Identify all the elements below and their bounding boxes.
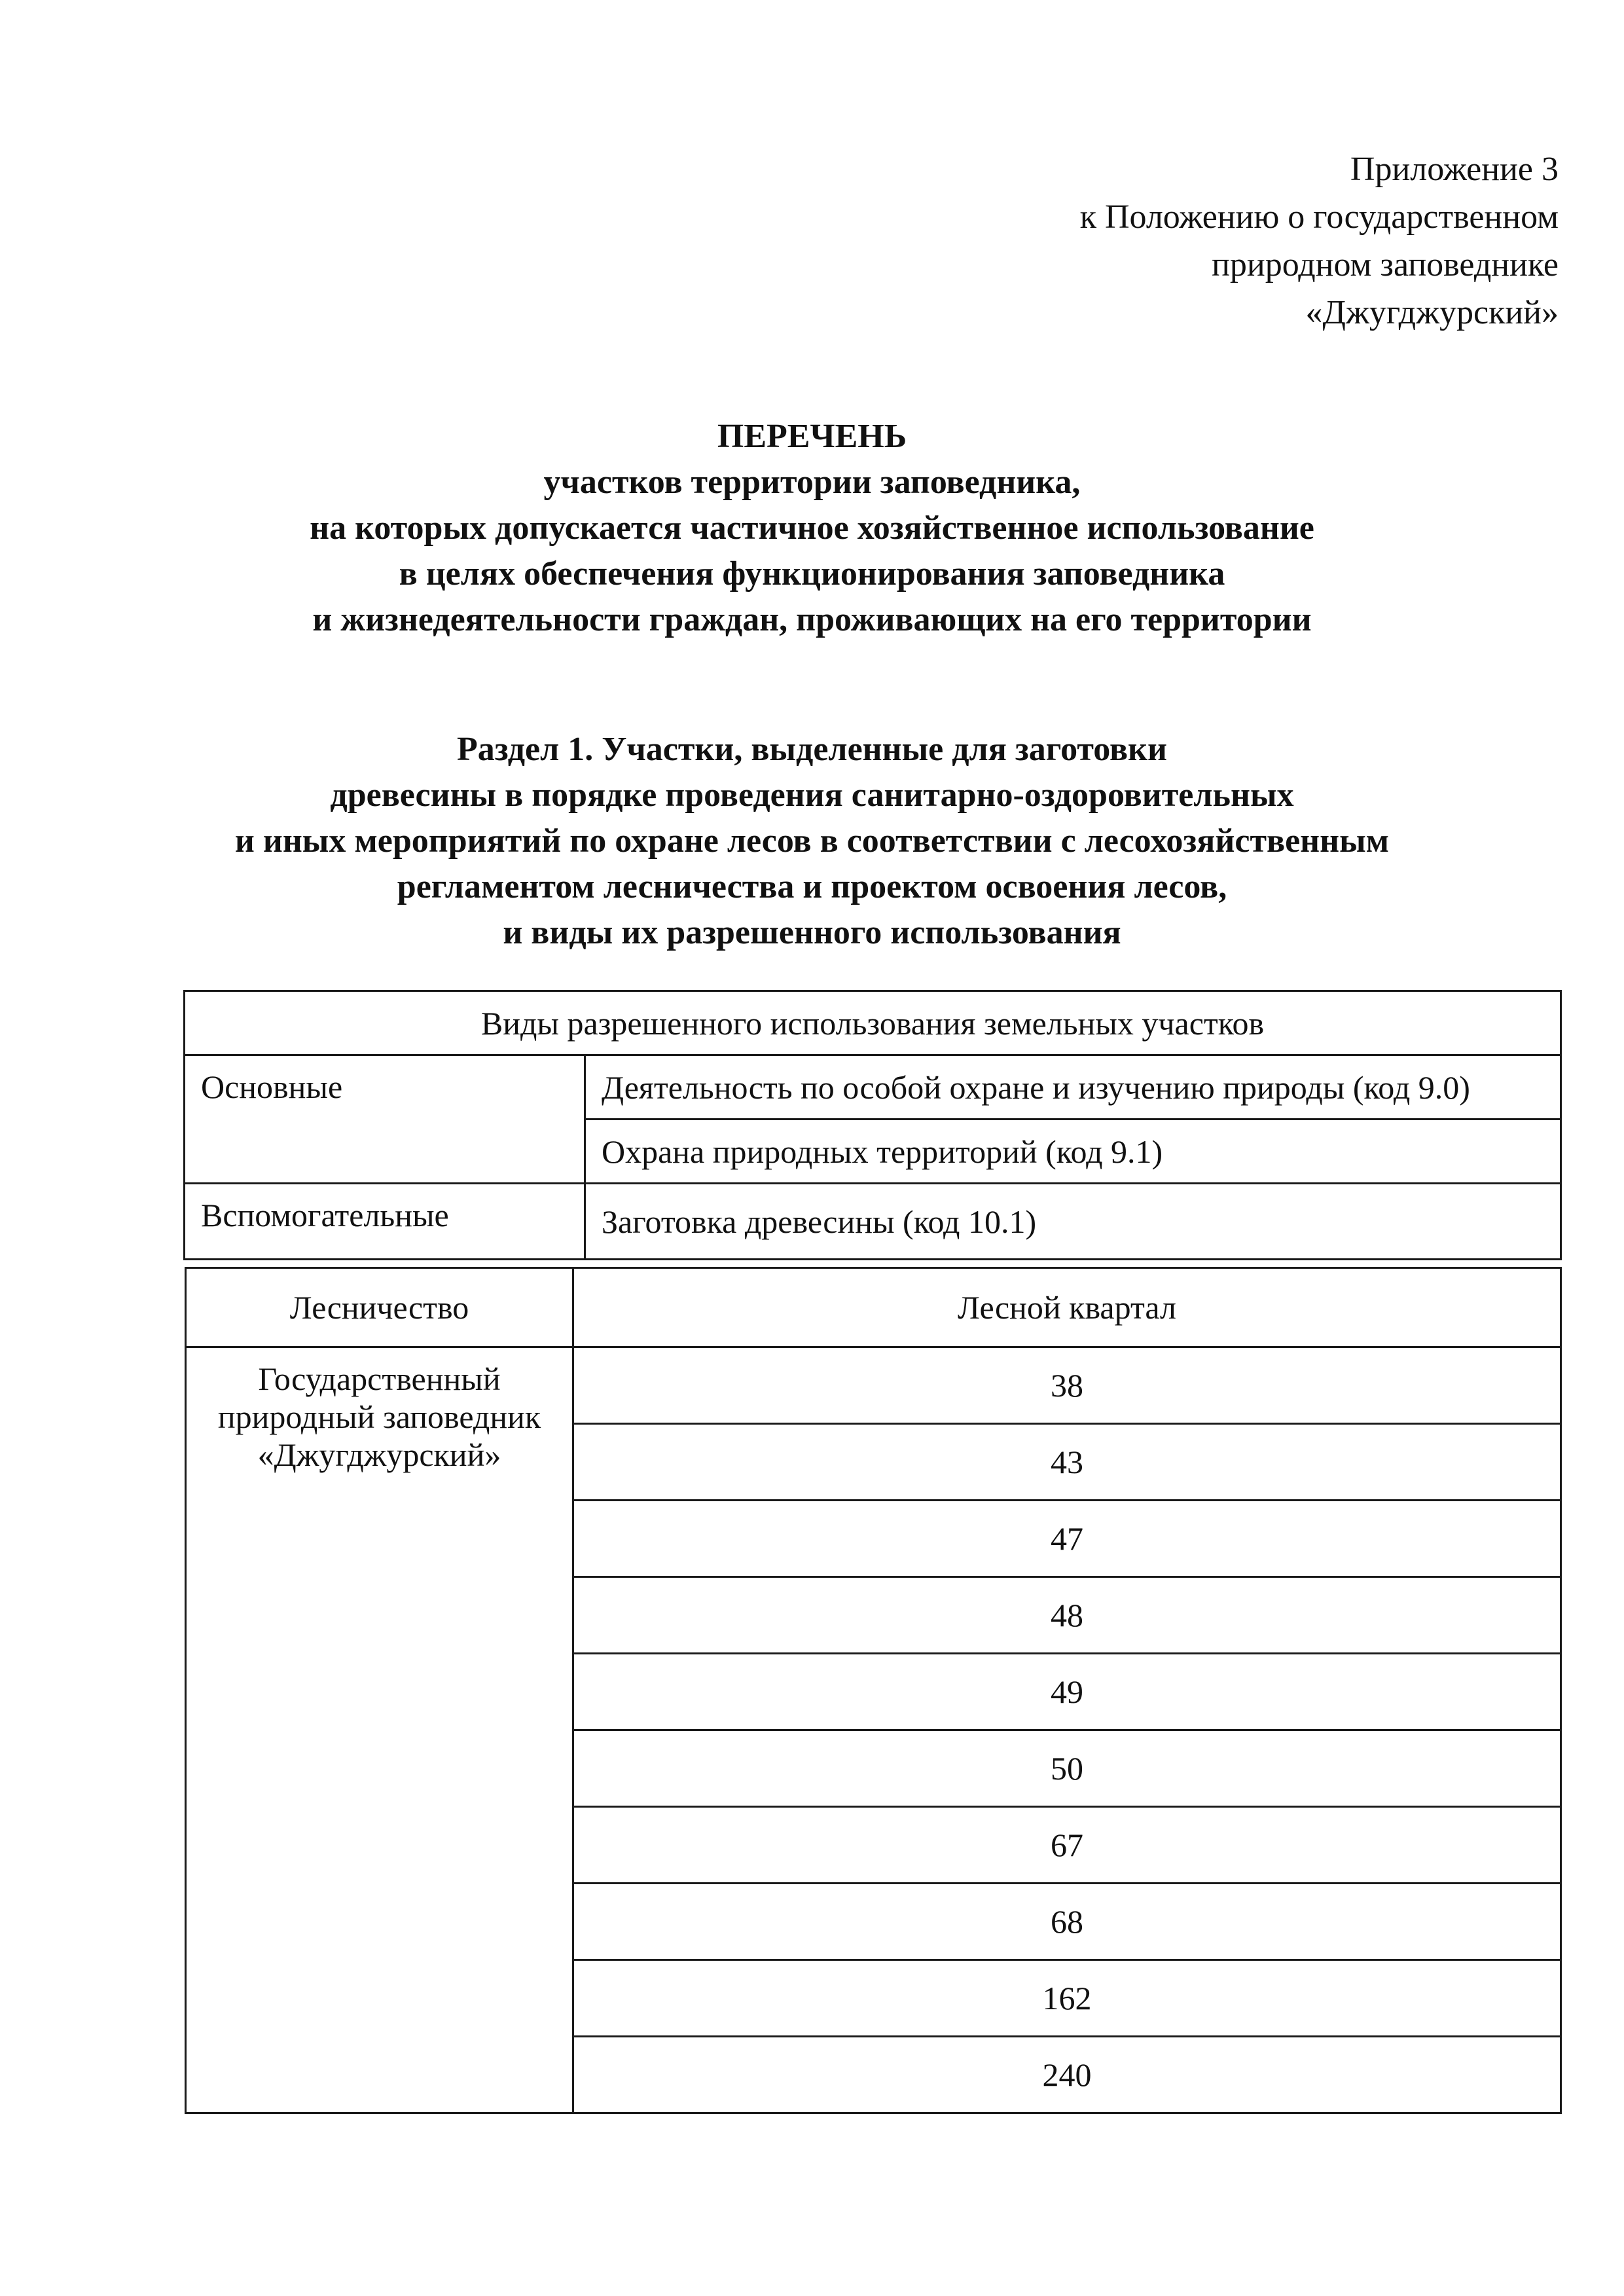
aux-use-cell: Заготовка древесины (код 10.1) — [585, 1184, 1561, 1260]
forestry-name-line: природный заповедник — [217, 1398, 541, 1435]
quarter-cell: 49 — [573, 1654, 1561, 1730]
forestry-column-header: Лесничество — [186, 1268, 573, 1347]
quarter-cell: 50 — [573, 1730, 1561, 1807]
main-uses-label: Основные — [185, 1055, 585, 1184]
title-line-3: в целях обеспечения функционирования заповедника — [399, 555, 1225, 592]
table-row — [185, 991, 1561, 1055]
forest-quarters-table — [185, 1267, 1562, 2114]
quarter-cell: 48 — [573, 1577, 1561, 1654]
main-use-cell: Охрана природных территорий (код 9.1) — [585, 1120, 1561, 1184]
section-title — [0, 727, 1624, 956]
aux-uses-label: Вспомогательные — [185, 1184, 585, 1260]
quarter-column-header: Лесной квартал — [573, 1268, 1561, 1347]
quarter-cell: 162 — [573, 1960, 1561, 2037]
table-row — [186, 1268, 1561, 1347]
section-line-2: древесины в порядке проведения санитарно-оздоровительных — [330, 776, 1294, 814]
section-line-3: и иных мероприятий по охране лесов в соответствии с лесохозяйственным — [234, 822, 1390, 860]
annex-line-1: Приложение 3 — [1350, 151, 1559, 188]
quarter-cell: 67 — [573, 1807, 1561, 1884]
section-line-1: Раздел 1. Участки, выделенные для заготовки — [457, 731, 1167, 768]
annex-line-2: к Положению о государственном — [1079, 198, 1559, 236]
quarter-cell: 47 — [573, 1501, 1561, 1577]
quarter-cell: 240 — [573, 2037, 1561, 2113]
annex-line-4: «Джугджурский» — [1305, 294, 1559, 331]
title-heading: ПЕРЕЧЕНЬ — [717, 418, 907, 455]
uses-table-header: Виды разрешенного использования земельных участков — [185, 991, 1561, 1055]
table-row — [186, 1347, 1561, 1424]
quarter-cell: 68 — [573, 1884, 1561, 1960]
forestry-name-line: «Джугджурский» — [257, 1436, 501, 1473]
permitted-uses-table — [183, 990, 1562, 1260]
quarter-cell: 43 — [573, 1424, 1561, 1501]
document-title — [0, 414, 1624, 643]
table-row — [185, 1055, 1561, 1120]
title-line-4: и жизнедеятельности граждан, проживающих на его территории — [312, 601, 1312, 638]
title-line-1: участков территории заповедника, — [543, 464, 1081, 501]
quarter-cell: 38 — [573, 1347, 1561, 1424]
table-row — [185, 1184, 1561, 1260]
annex-header — [1080, 145, 1559, 337]
section-line-4: регламентом лесничества и проектом освоения лесов, — [397, 868, 1227, 905]
main-use-cell: Деятельность по особой охране и изучению природы (код 9.0) — [585, 1055, 1561, 1120]
annex-line-3: природном заповеднике — [1212, 246, 1559, 283]
section-line-5: и виды их разрешенного использования — [503, 914, 1121, 951]
title-line-2: на которых допускается частичное хозяйственное использование — [310, 509, 1314, 547]
forestry-name-line: Государственный — [258, 1360, 501, 1397]
forestry-name-cell — [186, 1347, 573, 2113]
